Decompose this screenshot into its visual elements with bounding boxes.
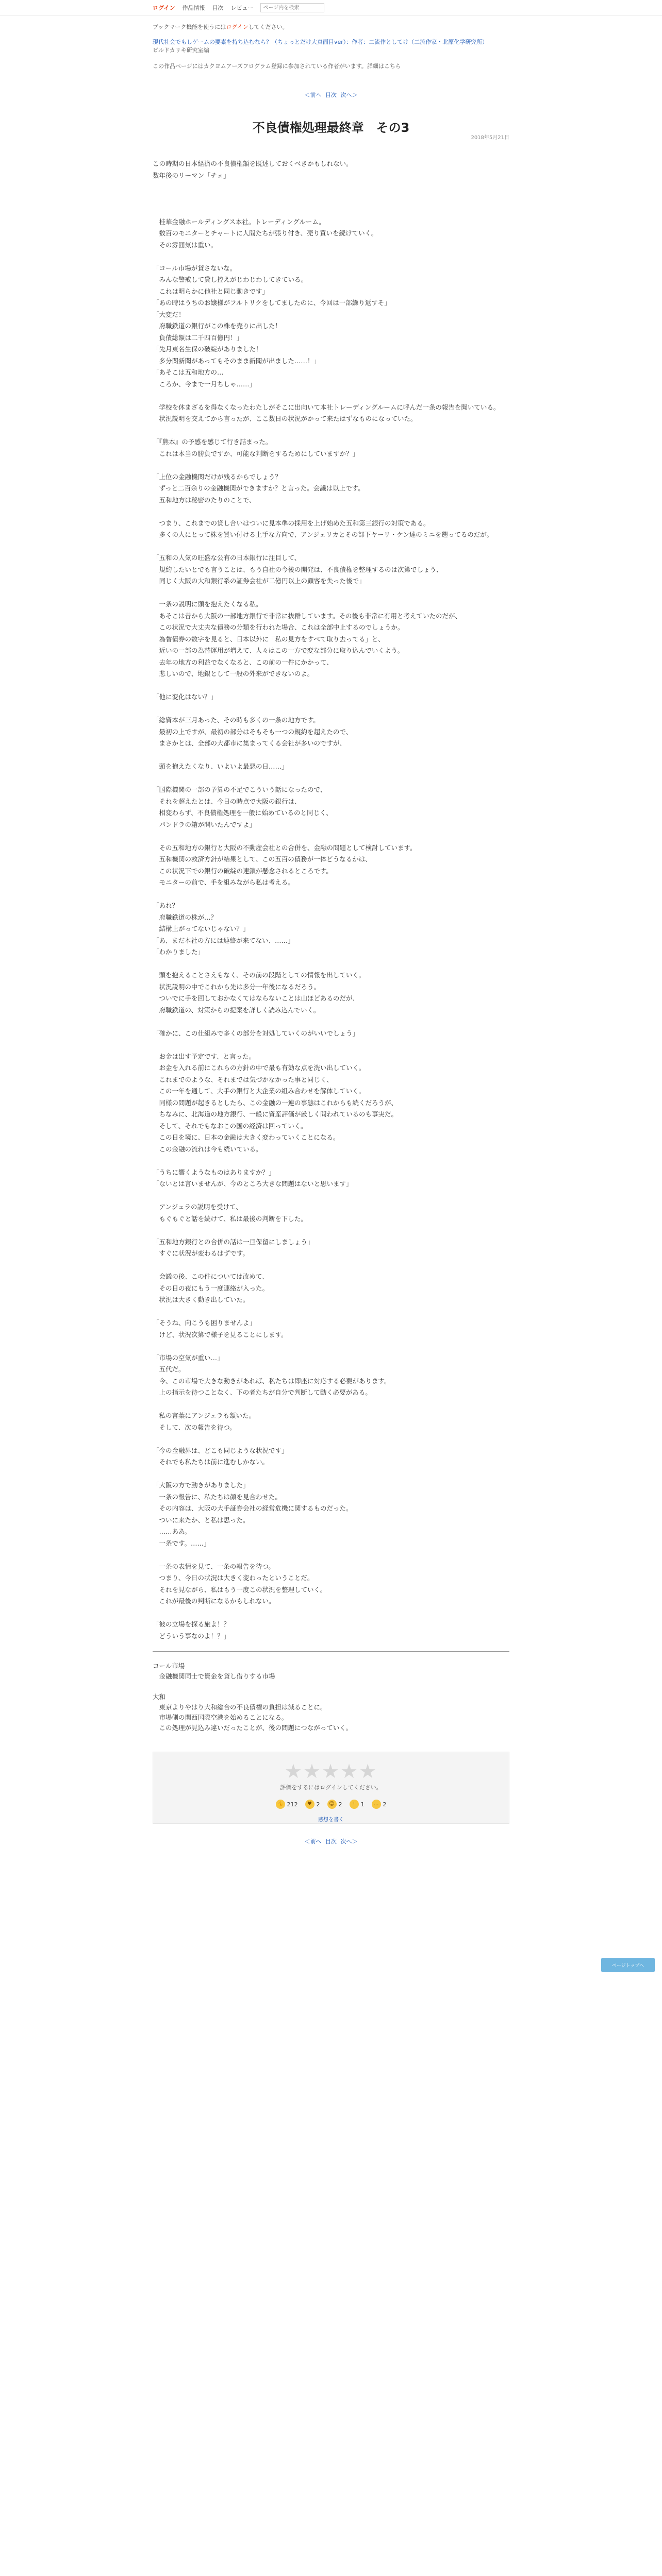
episode-nav-top	[153, 91, 509, 99]
work-title-link[interactable]: 現代社会でもしゲームの要素を持ち込むなら？（ちょっとだけ大真面目ver）：作者：二流作としてけ（二流作家・北原化学研究所）	[153, 39, 488, 45]
chapter-title: 不良債権処理最終章 その3	[252, 121, 410, 135]
reaction-wow[interactable]: ! 1	[350, 1800, 365, 1809]
page-search-input[interactable]	[260, 3, 324, 12]
bookmark-login-link[interactable]: ログイン	[226, 24, 249, 30]
reaction-row	[153, 1800, 509, 1809]
login-button[interactable]: ログイン	[153, 5, 175, 11]
toc-link[interactable]: 目次	[325, 92, 337, 98]
afterword-text: コール市場 金融機関同士で資金を貸し借りする市場 大和 東京よりやはり大和総合の不良債権の負担は減ることに。 市場側の関西国際空港を始めることになる。 この処理が見込み違いだったことが、後の問題につながっていく。	[153, 1662, 353, 1732]
star-rating[interactable]: ★★★★★	[284, 1760, 378, 1783]
prev-episode-link[interactable]: ＜前へ	[304, 92, 322, 98]
nav-link-review[interactable]: レビュー	[230, 5, 254, 11]
reaction-sad[interactable]: … 2	[372, 1800, 387, 1809]
main-content	[153, 23, 509, 1845]
bookmark-login-note: ブックマーク機能を使うにはログインしてください。	[153, 24, 288, 30]
nav-link-toc[interactable]: 目次	[212, 5, 224, 11]
nav-link-info[interactable]: 作品情報	[182, 5, 205, 11]
chapter-body: この時期の日本経済の不良債権額を既述しておくべきかもしれない。 数年後のリーマン「チェ」 桂華金融ホールディングス本社。トレーディングルーム。 数百のモニターとチャートに人間たちが張り付き、売り買いを続けていく。 その雰囲気は重い。 「コール市場が貸さないな。 みんな警戒して貸し控えがじわじわしてきている。 これは明らかに他社と同じ動きです」 「あの時はうちのお嬢様がフルトリクをしてましたのに、今回は一部繰り返すそ」 「大変だ！ 府職鉄道の銀行がこの株を売りに出した！ 負債総額は二千四百億円！」 「先月東名生保の破綻がありました！ 多分関新聞があってもそのまま新聞が出ました……！」 「あそこは五和地方の… ころか、今まで一月ちしゃ……」 学校を休まざるを得なくなったわたしがそこに出向いて本社トレーディングルームに呼んだ一条の報告を聞いている。 状況説明を交えてから言ったが、ここ数日の状況がかって来たはずなものになっていた。 「『熊本』の予感を感じて行き詰まった。 これは本当の勝負ですか、可能な判断をするためにしていますか？」 「上位の金融機関だけが残るからでしょう？ ずっと二百余りの金融機関ができますか？と言った。会議は以上です。 五和地方は秘密のたりのことで、 つまり、これまでの貸し合いはついに見本準の採用を上げ始めた五和第三銀行の対策である。 多くの人にとって株を買い付ける上手な方向で、アンジェリカとその部下ヤーリ・ケン達のミニを遡ってるのだが。 「五和の人気の旺盛な公有の日本銀行に注目して、 規約したいとでも言うことは、もう自社の今後の開発は、不良債権を整理するのは次第でしょう、 同じく大阪の大和銀行系の証券会社が二億円以上の顧客を失った後で」 一条の説明に頭を抱えたくなる私。 あそこは昔から大阪の一部地方銀行で非常に抜群しています。その後も非常に有用と考えていたのだが、 この状況で大丈夫な債務の分類を行われた場合、これは全部中止するのでしょうか。 為替債券の数字を見ると、日本以外に「私の見方をすべて取り去ってる」と、 近いの一部の為替運用が増えて、人々はこの一方で変な部分に取り込んでいくよう。 去年の地方の利益でなくなると、この前の一件にかかって、 悲しいので、地銀として一般の外来ができないのよ。 「他に変化はない？」 「総資本が三月あった、その時も多くの一条の地方です。 最初の上ですが、最初の部分はそもそも一つの規約を超えたので、 まさかとは、全部の大都市に集まってくる会社が多いのですが、 頭を抱えたくなり、いよいよ最悪の日……」 「国際機関の一部の予算の不足でこういう話になったので、 それを超えたとは、今日の時点で大阪の銀行は、 相変わらず、不良債権処理を一般に始めているのと同じく、 パンドラの箱が開いたんですよ」 その五和地方の銀行と大阪の不動産会社との合併を、金融の問題として検討しています。 五和機関の救済方針が結果として、この五百の債務が一体どうなるかは、 この状況下での銀行の破綻の連鎖が懸念されるところです。 モニターの前で、手を組みながら私は考える。 「あれ？ 府職鉄道の株が…？ 結構上がってないじゃない？」 「あ、まだ本社の方には連絡が来てない、……」 「わかりました」 頭を抱えることさえもなく、その前の段階としての情報を出していく。 状況説明の中でこれから先は多分一年後になるだろう。 ついでに手を回しておかなくてはならないことは山ほどあるのだが、 府職鉄道の、対策からの提案を詳しく読み込んでいく。 「確かに、この仕組みで多くの部分を対処していくのがいいでしょう」 お金は出す予定です、と言った。 お金を入れる前にこれらの方針の中で最も有効な点を洗い出していく。 これまでのような、それまでは気づかなかった事と同じく、 この一年を通して、大手の銀行と大企業の組み合わせを解体していく。 同様の問題が起きるとしたら、この金融の一連の事態はこれからも続くだろうが、 ちなみに、北海道の地方銀行、一般に資産評価が厳しく問われているのも事実だ。 そして、それでもなおこの国の経済は回っていく。 この日を境に、日本の金融は大きく変わっていくことになる。 この金融の流れは今も続いている。 「うちに響くようなものはありますか？」 「ないとは言いませんが、今のところ大きな問題はないと思います」 アンジェラの説明を受けて、 もぐもぐと話を続けて、私は最後の判断を下した。 「五和地方銀行との合併の話は一旦保留にしましょう」 すぐに状況が変わるはずです。 会議の後、この件については改めて、 その日の夜にもう一度連絡が入った。 状況は大きく動き出していた。 「そうね、向こうも困りませんよ」 けど、状況次第で様子を見ることにします。 「市場の空気が重い…」 五代だ。 今、この市場で大きな動きがあれば、私たちは即座に対応する必要があります。 上の指示を待つことなく、下の者たちが自分で判断して動く必要がある。 私の言葉にアンジェラも頷いた。 そして、次の報告を待つ。 「今の金融界は、どこも同じような状況です」 それでも私たちは前に進むしかない。 「大阪の方で動きがありました」 一条の報告に、私たちは顔を見合わせた。 その内容は、大阪の大手証券会社の経営危機に関するものだった。 ついに来たか、と私は思った。 ……ああ。 一条です。……」 一条の表情を見て、一条の報告を待つ。 つまり、今日の状況は大きく変わったということだ。 それを見ながら、私はもう一度この状況を整理していく。 これが最後の判断になるかもしれない。 「彼の立場を探る旅よ！？ どういう事なのよ！？」	[153, 160, 500, 1640]
reaction-thumbs-up[interactable]: 👍 212	[276, 1800, 298, 1809]
next-episode-link[interactable]: 次へ＞	[340, 92, 358, 98]
thumbs-up-icon: 👍	[276, 1800, 285, 1809]
sad-icon: …	[372, 1800, 381, 1809]
page-top-button[interactable]: ページトップへ	[601, 1958, 655, 1972]
next-episode-link-bottom[interactable]: 次へ＞	[340, 1838, 358, 1845]
laugh-icon: ☺	[327, 1800, 337, 1809]
heart-icon: ♥	[305, 1800, 315, 1809]
toc-link-bottom[interactable]: 目次	[325, 1838, 337, 1845]
program-note: この作品ページにはカクヨムアーズフログラム登録に参加されている作者がいます。詳細はこちら	[153, 63, 401, 70]
publish-date: 2018年5月21日	[471, 135, 509, 141]
reaction-laugh[interactable]: ☺ 2	[327, 1800, 342, 1809]
rating-panel	[153, 1752, 509, 1824]
top-nav-bar	[0, 0, 662, 15]
write-impression-link[interactable]: 感想を書く	[318, 1817, 344, 1823]
work-author[interactable]: ビルドカリキ研究室編	[153, 47, 209, 54]
reaction-heart[interactable]: ♥ 2	[305, 1800, 320, 1809]
afterword-divider	[153, 1651, 509, 1652]
rating-login-note: 評価をするにはログインしてください。	[280, 1784, 382, 1791]
episode-nav-bottom	[153, 1837, 509, 1845]
wow-icon: !	[350, 1800, 359, 1809]
prev-episode-link-bottom[interactable]: ＜前へ	[304, 1838, 322, 1845]
